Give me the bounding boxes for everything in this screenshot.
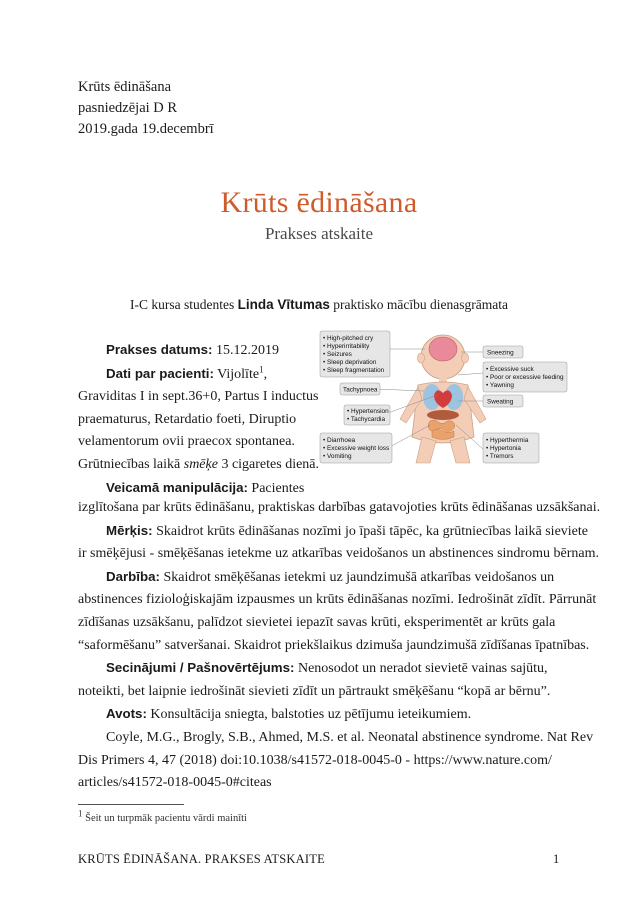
document-title: Krūts ēdināšana <box>220 186 418 219</box>
patient-smoking-word: smēķe <box>183 456 218 472</box>
patient-smoking-c: 3 cigaretes dienā. <box>217 456 320 472</box>
practice-date-line <box>78 339 318 363</box>
header-course: Krūts ēdināšana <box>78 79 172 95</box>
temperature-symptom-3: • Tremors <box>486 453 514 460</box>
feeding-symptom-2: • Poor or excessive feeding <box>486 374 564 381</box>
patient-data-line <box>78 363 318 387</box>
head-symptoms-box <box>320 331 390 377</box>
header-teacher: pasniedzējai D R <box>78 100 178 116</box>
cardio-symptom-2: • Tachycardia <box>347 416 385 423</box>
footnote-mark: 1 <box>78 808 83 819</box>
action-line-4: “saformēšanu” satveršanai. Skaidrot priekšlaikus dzimuša jaundzimušā zīdīšanas īpatnības. <box>78 637 590 653</box>
page-number: 1 <box>553 852 560 866</box>
tachypnoea-label: Tachypnoea <box>343 386 378 394</box>
source-line <box>78 703 564 727</box>
footnote-ref: 1 <box>259 363 264 374</box>
reference-line-3: articles/s41572-018-0045-0#citeas <box>78 775 272 791</box>
gut-symptoms-box <box>320 433 392 463</box>
byline-before: I-C kursa studentes <box>130 297 238 312</box>
student-name: Linda Vītumas <box>237 297 330 312</box>
sweating-box <box>483 395 523 407</box>
head-symptom-5: • Sleep fragmentation <box>323 367 385 374</box>
tachypnoea-box <box>340 383 380 395</box>
patient-block <box>78 339 318 500</box>
conclusion-text-1: Nenosodot un neradot sievietē vainas sajūtu, <box>294 661 548 677</box>
conclusion-line-2: noteikti, bet laipnie iedrošināt sievieti zīdīt un pārtraukt smēķēšanu “kopā ar bērnu”. <box>78 683 551 699</box>
header-date: 2019.gada 19.decembrī <box>78 121 214 137</box>
patient-name: Vijolīte <box>213 366 260 382</box>
neonatal-abstinence-diagram <box>318 327 570 465</box>
temperature-symptoms-box <box>483 433 539 463</box>
reference-line-2: Dis Primers 4, 47 (2018) doi:10.1038/s41572-018-0045-0 - https://www.nature.com/ <box>78 752 552 768</box>
source-label: Avots: <box>106 706 147 722</box>
sneezing-label: Sneezing <box>487 349 514 357</box>
header-block <box>78 77 214 140</box>
document-subtitle: Prakses atskaite <box>264 224 374 243</box>
footnote <box>78 808 247 824</box>
goal-text-1: Skaidrot krūts ēdināšanas nozīmi jo īpaši tāpēc, ka grūtniecības laikā sieviete <box>152 523 588 539</box>
action-text-1: Skaidrot smēķēšanas ietekmi uz jaundzimušā atkarības veidošanos un <box>159 569 555 585</box>
patient-data-line-5 <box>78 454 318 477</box>
action-line-3: zīdīšanas uzsākšanu, palīdzot sievietei iepazīt savas krūti, eksperimentēt ar krūts gala <box>78 614 556 630</box>
gut-symptom-2: • Excessive weight loss <box>323 445 390 452</box>
temperature-symptom-2: • Hypertonia <box>486 445 521 452</box>
patient-data-line-4: velamentorum ovii praecox spontanea. <box>78 434 295 450</box>
manipulation-text-1: Pacientes <box>247 480 305 496</box>
patient-smoking-a: Grūtniecības laikā <box>78 456 184 472</box>
footnote-divider <box>78 804 184 805</box>
running-footer-title: KRŪTS ĒDINĀŠANA. PRAKSES ATSKAITE <box>78 852 325 866</box>
byline <box>0 297 638 313</box>
practice-date-label: Prakses datums: <box>106 342 213 357</box>
sweating-label: Sweating <box>487 398 514 406</box>
reference-line-1: Coyle, M.G., Brogly, S.B., Ahmed, M.S. et al. Neonatal abstinence syndrome. Nat Rev <box>106 729 594 745</box>
head-symptom-4: • Sleep deprivation <box>323 359 377 366</box>
feeding-box <box>483 362 567 392</box>
baby-figure-illustration <box>400 335 486 463</box>
action-line <box>78 566 564 590</box>
goal-line-2: ir smēķējusi - smēķēšanas ietekme uz atkarības veidošanos un abstinences sindromu bērnam. <box>78 546 599 562</box>
practice-date-value: 15.12.2019 <box>212 343 279 358</box>
conclusion-label: Secinājumi / Pašnovērtējums: <box>106 660 295 676</box>
feeding-symptom-1: • Excessive suck <box>486 366 534 373</box>
patient-comma: , <box>263 366 268 382</box>
cardio-symptom-1: • Hypertension <box>347 408 389 415</box>
gut-symptom-1: • Diarrhoea <box>323 437 356 444</box>
footnote-text: Šeit un turpmāk pacientu vārdi mainīti <box>82 813 247 824</box>
manipulation-line-2: izglītošana par krūts ēdināšanu, praktiskas darbības gatavojoties krūts ēdināšanas uzsākšanai. <box>78 500 601 515</box>
byline-after: praktisko mācību dienasgrāmata <box>329 297 508 312</box>
action-label: Darbība: <box>106 568 160 584</box>
feeding-symptom-3: • Yawning <box>486 382 514 389</box>
head-symptom-3: • Seizures <box>323 351 352 358</box>
patient-data-line-2: Graviditas I in sept.36+0, Partus I inductus <box>78 389 319 405</box>
goal-label: Mērķis: <box>106 522 153 538</box>
patient-data-line-3: praematurus, Retardatio foeti, Diruptio <box>78 411 297 427</box>
gut-symptom-3: • Vomiting <box>323 453 352 460</box>
main-text-block <box>78 497 601 795</box>
source-text-1: Konsultācija sniegta, balstoties uz pētījumu ieteikumiem. <box>146 707 472 723</box>
goal-line <box>78 520 588 544</box>
temperature-symptom-1: • Hyperthermia <box>486 437 529 444</box>
cardio-symptoms-box <box>344 405 390 425</box>
conclusion-line <box>78 657 564 681</box>
sneezing-box <box>483 346 523 358</box>
head-symptom-1: • High-pitched cry <box>323 335 374 342</box>
head-symptom-2: • Hyperirritability <box>323 343 370 350</box>
action-line-2: abstinences fizioloģiskajām izpausmes un krūts ēdināšanas nozīmi. Iedrošināt zīdīt. Pārrunāt <box>78 592 597 608</box>
manipulation-label: Veicamā manipulācija: <box>106 479 248 495</box>
patient-data-label: Dati par pacienti: <box>106 365 214 381</box>
